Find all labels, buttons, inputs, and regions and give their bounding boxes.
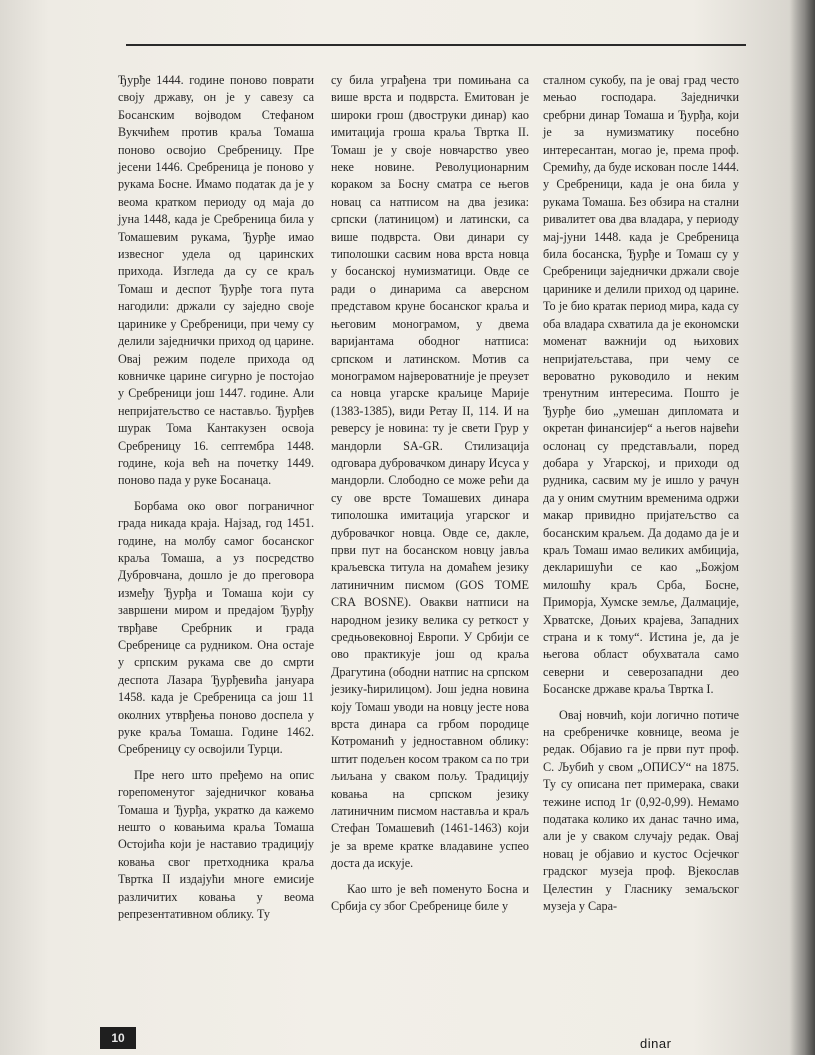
text-column-2: [331, 72, 529, 972]
paragraph: су била уграђена три помињана са више врста и подврста. Емитован је широки грош (двоструки динар) као имитација гроша краља Твртка II. Томаш је у своје новчарство увео неке новине. Револуционарним кораком за Босну сматра се његов новац са натписом на два језика: српски (латиницом) и латински, са више подврста. Ови динари су типолошки сасвим нова врста новца у босанској нумизматици. Овде се ради о динарима са аверсном представом круне босанског краља и његовим монограмом, у двема варијантама ободног натписа: српском и латинском. Мотив са монограмом највероватније је преузет са новца угарске краљице Марије (1383-1385), види Ретау II, 114. И на реверсу је новина: ту је свети Грур у мандорли SA-GR. Стилизација одговара дубровачком динару Исуса у мандорли. Слободно се може рећи да су ове врсте Томашевих динара типолошка имитација угарског и дубровачког новца. Овде се, дакле, први пут на босанском новцу јавља краљевска титула на домаћем језику латиничним писмом (GOS TOME CRA BOSNE). Овакви натписи на народном језику велика су реткост у средњовековној Европи. У Србији се ово практикује још од краља Драгутина (ободни натпис на српском језику-ћирилицом). Још једна новина коју Томаш уводи на новцу јесте нова врста динара са грбом породице Котроманић у једноставном облику: штит подељен косом траком са по три љиљана у сваком пољу. Традицију ковања на српском језику латиничним писмом наставља и краљ Стефан Томашевић (1461-1463) који је за време кратке владавине успео доста да искује.: [331, 73, 529, 871]
header-rule: [126, 44, 746, 46]
binding-shadow: [789, 0, 815, 1055]
paragraph: сталном сукобу, па је овај град често мењао господара. Заједнички сребрни динар Томаша и Ђурђа, који је за нумизматику посебно интересантан, могао је, према проф. Сремићу, да буде искован после 1444. у Сребреници, када је она била у рукама Томаша. Без обзира на стални ривалитет ова два владара, у периоду мај-јуни 1448. када је Сребреница била босанска, Ђурђе и Томаш су у Сребреници заједнички држали своје царинике и делили приход од царине. То је био кратак период мира, када су оба владара схватила да је економски моменат важнији од њихових непријатељстава, при чему се вероватно руководило и неким тренутним интересима. Пошто је Ђурђе био „умешан дипломата и окретан финансијер“ а његов највећи ослонац су представљали, поред добара у Угарској, и приходи од рудника, сасвим му је ишло у рачун да у оним смутним временима одржи макар привидно пријатељство са босанским краљем. Да додамо да је и краљ Томаш имао великих амбиција, декларишући се као „Божјом милошћу краљ Срба, Босне, Приморја, Хумске земље, Далмације, Хрватске, Доњих крајева, Западних страна и к тому“. Истина је, да је његова област обухватала само северни и северозападни део Босанске државе краља Твртка I.: [543, 73, 739, 697]
paragraph: Као што је већ поменуто Босна и Србија су због Сребренице биле у: [331, 881, 529, 914]
paragraph: Борбама око овог пограничног града никада краја. Најзад, год 1451. године, на молбу самог босанског краља Томаша, а уз посредство Дубровчана, дошло је до преговора између Ђурђа и Томаша који су завршени миром и предајом Ђурђу тврђаве Сребрник и града Сребренице са рудником. Она остаје у српским рукама све до смрти деспота Лазара Ђурђевића јануара 1458. када је Сребреница са још 11 околних утврђења поново доспела у руке краља Томаша. Године 1462. Сребреницу су освојили Турци.: [118, 498, 314, 757]
text-column-1: [118, 72, 314, 972]
page-number: 10: [100, 1027, 136, 1049]
text-column-3: [543, 72, 739, 972]
paragraph: Пре него што пређемо на опис горепоменутог заједничког ковања Томаша и Ђурђа, укратко да кажемо нешто о ковањима краља Томаша Остојића који је наставио традицију ковања свог претходника краља Твртка II издајући многе емисије различитих ковања у веома репрезентативном облику. Ту: [118, 767, 314, 922]
magazine-name: dinar: [640, 1036, 672, 1051]
paragraph: Овај новчић, који логично потиче на сребреничке ковнице, веома је редак. Објавио га је први пут проф. С. Љубић у свом „ОПИСУ“ на 1875. Ту су описана пет примерака, сваки тежине испод 1г (0,92-0,99). Немамо података колико их данас тачно има, али је у сваком случају редак. Овај новац је објавио и кустос Осјечког градског музеја проф. Вјекослав Целестин у Гласнику земаљског музеја у Сара-: [543, 707, 739, 914]
paragraph: Ђурђе 1444. године поново поврати своју државу, он је у савезу са Босанским војводом Стефаном Вукчићем против краља Томаша поново освојио Сребреницу. Пре јесени 1446. Сребреница је поново у рукама Босне. Имамо податак да је у веома кратком периоду од маја до јуна 1448, када је Сребреница била у Томашевим рукама, Ђурђе имао извесног удела од царинских прихода. Изгледа да су се краљ Томаш и деспот Ђурђе тога пута нагодили: држали су заједно своје царинике у Сребреници, при чему су делили заједнички приход од царине. Овај режим поделе прихода од ковничке царине сигурно је постојао у Сребреници још 1447. године. Али непријатељство се настављо. Ђурђев шурак Тома Кантакузен освоја Сребреницу 16. септембра 1448. године, која већ на почетку 1449. поново пада у руке Босанаца.: [118, 73, 314, 488]
